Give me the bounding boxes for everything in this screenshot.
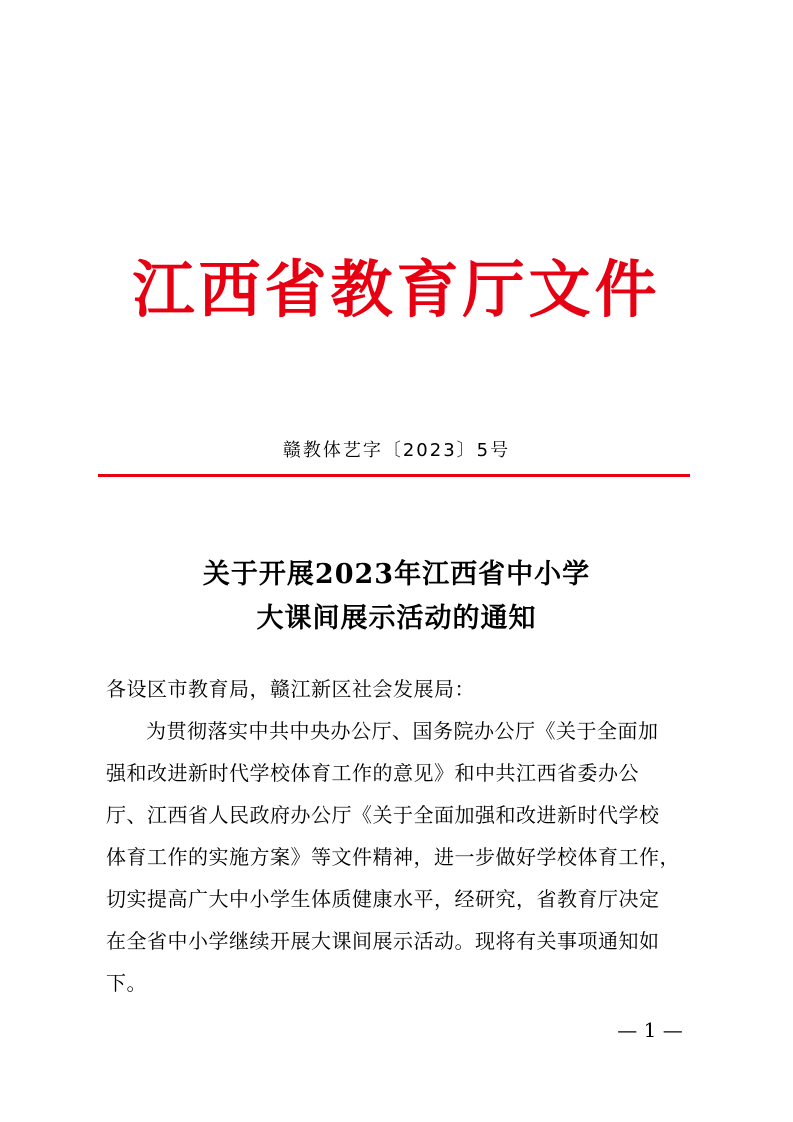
body-line-2: 强和改进新时代学校体育工作的意见》和中共江西省委办公	[106, 761, 639, 785]
body-line-3: 厅、江西省人民政府办公厅《关于全面加强和改进新时代学校	[106, 803, 660, 827]
body-line-7: 下。	[106, 971, 147, 995]
body-line-4: 体育工作的实施方案》等文件精神，进一步做好学校体育工作，	[106, 845, 680, 869]
document-body	[106, 668, 698, 1004]
body-line-1: 为贯彻落实中共中央办公厅、国务院办公厅《关于全面加	[146, 719, 659, 743]
document-header-title: 江西省教育厅文件	[132, 253, 661, 326]
page-number: — 1 —	[617, 1018, 683, 1042]
body-line-6: 在全省中小学继续开展大课间展示活动。现将有关事项通知如	[106, 929, 660, 953]
salutation: 各设区市教育局，赣江新区社会发展局：	[106, 677, 475, 701]
document-title	[0, 553, 793, 641]
header-red-divider	[98, 474, 690, 477]
document-title-line-2: 大课间展示活动的通知	[256, 603, 537, 634]
document-number: 赣教体艺字〔2023〕5号	[282, 440, 511, 461]
document-title-line-1: 关于开展2023年江西省中小学	[202, 559, 591, 590]
body-line-5: 切实提高广大中小学生体质健康水平，经研究，省教育厅决定	[106, 887, 660, 911]
